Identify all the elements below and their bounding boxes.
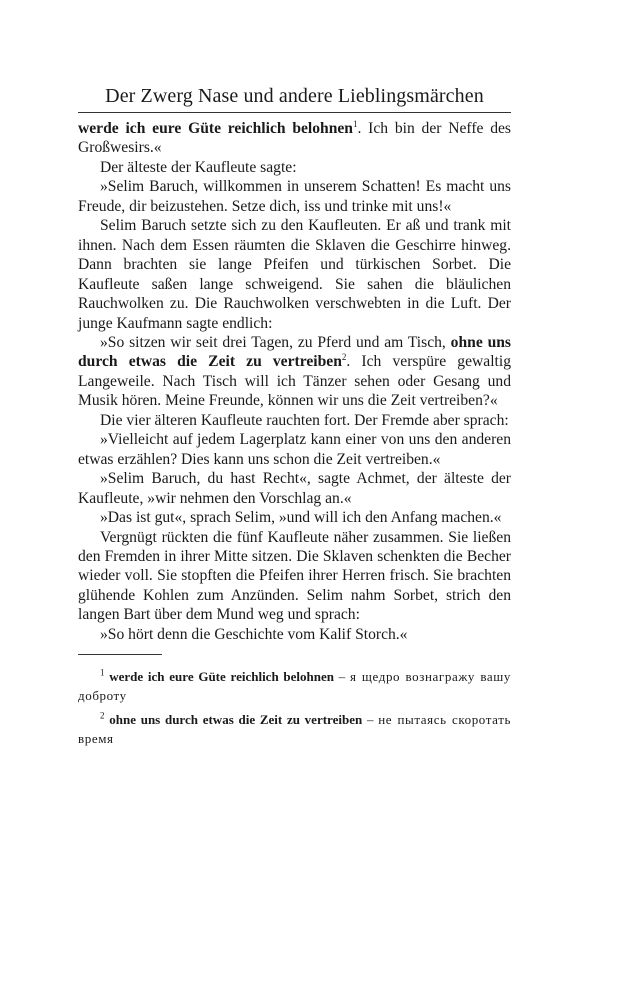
book-page	[78, 82, 511, 753]
footnote-1: $^1$ werde ich eure Güte reichlich belohnen – я щедро вознагражу вашу доброту	[78, 667, 511, 704]
paragraph-3: »Selim Baruch, willkommen in unserem Schatten! Es macht uns Freude, dir beizustehen. Setze dich, iss und trinke mit uns!«	[78, 178, 511, 215]
paragraph-8: »Selim Baruch, du hast Recht«, sagte Achmet, der älteste der Kaufleute, »wir nehmen den Vorschlag an.«	[78, 470, 511, 507]
footnote-2: $^2$ ohne uns durch etwas die Zeit zu vertreiben – не пытаясь скоротать время	[78, 710, 512, 747]
footnote-translation-1: я щедро вознагражу вашу доброту	[78, 669, 511, 704]
footnote-ref-1[interactable]: 1	[352, 118, 358, 129]
footnote-number-1: 1	[100, 667, 105, 678]
paragraph-10: Vergnügt rückten die fünf Kaufleute näher zusammen. Sie ließen den Fremden in ihrer Mitte sitzen. Die Sklaven schenkten die Becher wieder voll. Sie stopften die Pfeifen ihrer Herren frisch. Sie brachten glühende Kohlen zum Anzünden. Selim nahm Sorbet, strich den langen Bart über dem Mund weg und sprach:	[78, 528, 511, 624]
footnote-number-2: 2	[100, 710, 105, 721]
paragraph-2: Der älteste der Kaufleute sagte:	[100, 158, 297, 176]
footnotes	[78, 667, 511, 748]
glossed-phrase-2: ohne uns durch etwas die Zeit zu vertreiben	[78, 333, 511, 371]
footnote-term-1: werde ich eure Güte reichlich belohnen	[109, 669, 334, 685]
footnote-term-2: ohne uns durch etwas die Zeit zu vertreiben	[109, 712, 363, 728]
footnote-ref-2[interactable]: 2	[341, 352, 347, 363]
footnote-translation-2: не пытаясь скоротать время	[78, 712, 512, 747]
paragraph-6: Die vier älteren Kaufleute rauchten fort. Der Fremde aber sprach:	[100, 411, 509, 429]
running-header: Der Zwerg Nase und andere Lieblingsmärchen	[78, 82, 511, 113]
paragraph-1: werde ich eure Güte reichlich belohnen$^1$. Ich bin der Neffe des Großwesirs.«	[78, 118, 512, 157]
paragraph-11: »So hört denn die Geschichte vom Kalif Storch.«	[100, 625, 408, 643]
body-text	[78, 119, 511, 644]
paragraph-7: »Vielleicht auf jedem Lagerplatz kann einer von uns den anderen etwas erzählen? Dies kann uns schon die Zeit vertreiben.«	[78, 431, 511, 468]
paragraph-4: Selim Baruch setzte sich zu den Kaufleuten. Er aß und trank mit ihnen. Nach dem Essen räumten die Sklaven die Geschirre hinweg. Dann brachten sie lange Pfeifen und türkischen Sorbet. Die Kaufleute saßen lange schweigend. Sie sahen die bläulichen Rauchwolken zu. Die Rauchwolken verschwebten in die Luft. Der junge Kaufmann sagte endlich:	[78, 217, 511, 332]
paragraph-9: »Das ist gut«, sprach Selim, »und will ich den Anfang machen.«	[100, 509, 502, 527]
paragraph-5: »So sitzen wir seit drei Tagen, zu Pferd und am Tisch, ohne uns durch etwas die Zeit zu vertreiben$^2$. Ich verspüre gewaltig Langeweile. Nach Tisch will ich Tänzer sehen oder Gesang und Musik hören. Meine Freunde, können wir uns die Zeit vertreiben?«	[78, 333, 512, 410]
glossed-phrase-1: werde ich eure Güte reichlich belohnen	[78, 120, 353, 137]
footnote-divider	[78, 654, 162, 655]
